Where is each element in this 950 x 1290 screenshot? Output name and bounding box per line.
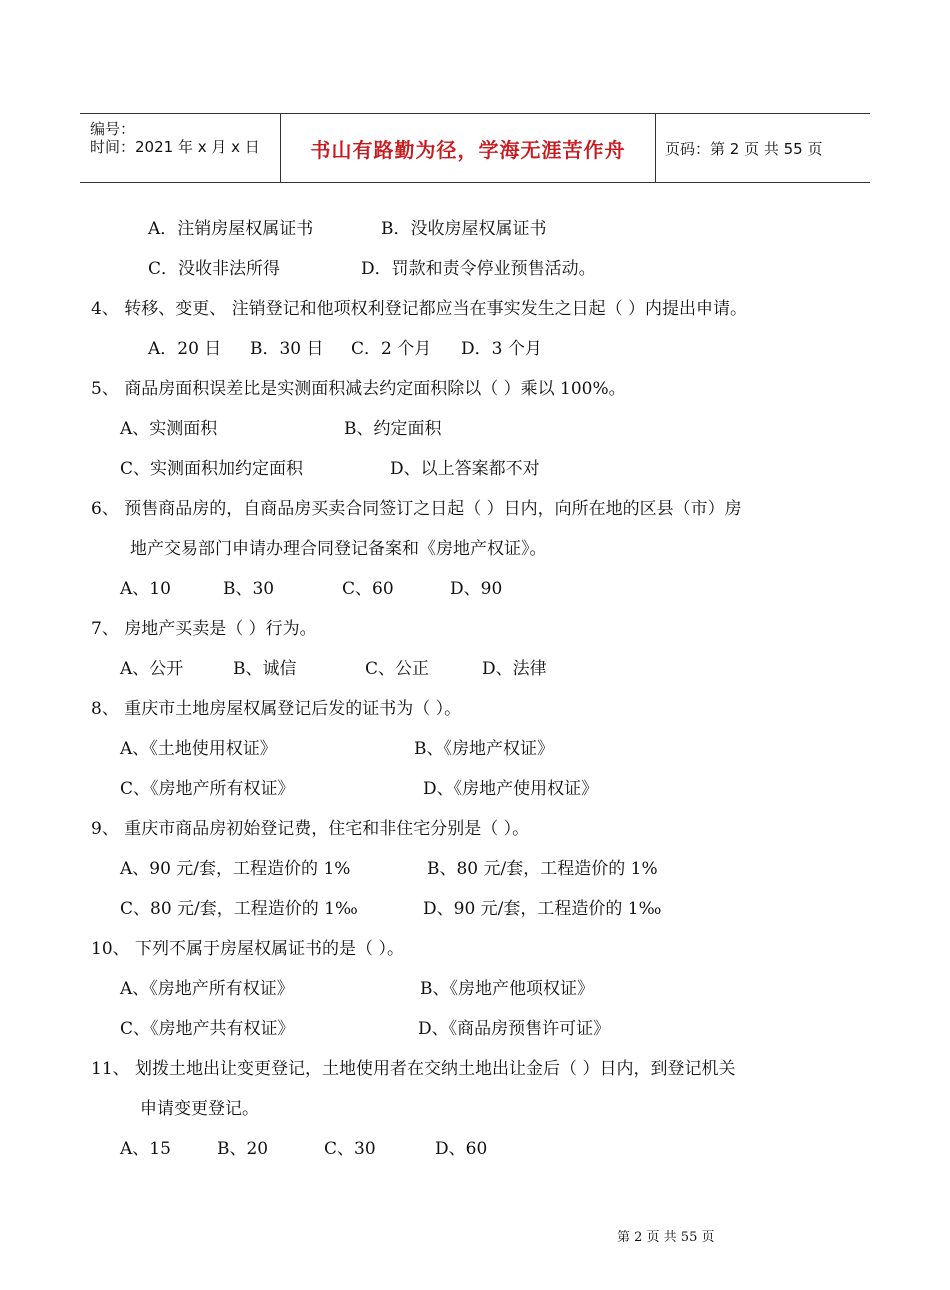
- header-page-cell: [655, 114, 870, 182]
- page-info: 页码：第 2 页 共 55 页: [665, 139, 823, 158]
- option-b: B．没收房屋权属证书: [381, 219, 547, 239]
- document-number-label: 编号：: [90, 120, 136, 138]
- option-d: D、60: [435, 1139, 488, 1159]
- option-b: B、《房地产他项权证》: [420, 979, 594, 999]
- document-header: [80, 113, 870, 183]
- option-d: D、90 元/套，工程造价的 1‰: [423, 899, 662, 919]
- question-5: 5、 商品房面积误差比是实测面积减去约定面积除以（ ）乘以 100%。: [91, 379, 626, 399]
- question-7: 7、 房地产买卖是（ ）行为。: [91, 619, 317, 639]
- document-time-label: 时间：2021 年 x 月 x 日: [90, 138, 260, 156]
- option-b: B、《房地产权证》: [414, 739, 554, 759]
- option-c: C、60: [342, 579, 394, 599]
- header-motto-cell: [280, 114, 656, 182]
- option-c: C、公正: [365, 659, 430, 679]
- page-footer: 第 2 页 共 55 页: [617, 1230, 715, 1245]
- option-a: A．20 日: [148, 339, 222, 359]
- option-a: A、90 元/套，工程造价的 1%: [120, 859, 351, 879]
- option-a: A、《土地使用权证》: [120, 739, 277, 759]
- option-c: C、《房地产共有权证》: [120, 1019, 295, 1039]
- option-b: B．30 日: [250, 339, 324, 359]
- option-d: D、以上答案都不对: [390, 459, 540, 479]
- option-c: C．没收非法所得: [148, 259, 281, 279]
- option-b: B、约定面积: [344, 419, 442, 439]
- question-8: 8、 重庆市土地房屋权属登记后发的证书为（ ）。: [91, 699, 462, 719]
- header-meta-cell: [80, 114, 280, 182]
- option-b: B、80 元/套，工程造价的 1%: [427, 859, 658, 879]
- option-a: A、实测面积: [120, 419, 218, 439]
- option-d: D、《商品房预售许可证》: [418, 1019, 611, 1039]
- option-c: C、30: [324, 1139, 376, 1159]
- option-a: A、《房地产所有权证》: [120, 979, 294, 999]
- option-c: C、80 元/套，工程造价的 1‰: [120, 899, 358, 919]
- option-d: D、《房地产使用权证》: [423, 779, 599, 799]
- option-a: A、10: [120, 579, 171, 599]
- option-b: B、20: [217, 1139, 269, 1159]
- option-d: D．罚款和责令停业预售活动。: [361, 259, 596, 279]
- option-c: C、实测面积加约定面积: [120, 459, 304, 479]
- option-a: A、15: [120, 1139, 171, 1159]
- option-c: C、《房地产所有权证》: [120, 779, 295, 799]
- question-10: 10、 下列不属于房屋权属证书的是（ ）。: [91, 939, 404, 959]
- question-4: 4、 转移、变更、 注销登记和他项权利登记都应当在事实发生之日起（ ）内提出申请。: [91, 299, 748, 319]
- option-a: A、公开: [120, 659, 184, 679]
- option-c: C．2 个月: [351, 339, 432, 359]
- option-b: B、诚信: [233, 659, 297, 679]
- question-6: 6、 预售商品房的，自商品房买卖合同签订之日起（ ）日内，向所在地的区县（市）房: [91, 499, 742, 519]
- option-b: B、30: [223, 579, 275, 599]
- question-11: 11、 划拨土地出让变更登记，土地使用者在交纳土地出让金后（ ）日内，到登记机关: [91, 1059, 736, 1079]
- option-d: D、90: [450, 579, 503, 599]
- question-6-continued: 地产交易部门申请办理合同登记备案和《房地产权证》。: [130, 539, 547, 559]
- option-d: D、法律: [482, 659, 547, 679]
- option-a: A．注销房屋权属证书: [148, 219, 314, 239]
- option-d: D．3 个月: [461, 339, 542, 359]
- motto-text: 书山有路勤为径，学海无涯苦作舟: [310, 137, 626, 162]
- question-11-continued: 申请变更登记。: [140, 1099, 259, 1119]
- question-9: 9、 重庆市商品房初始登记费，住宅和非住宅分别是（ ）。: [91, 819, 530, 839]
